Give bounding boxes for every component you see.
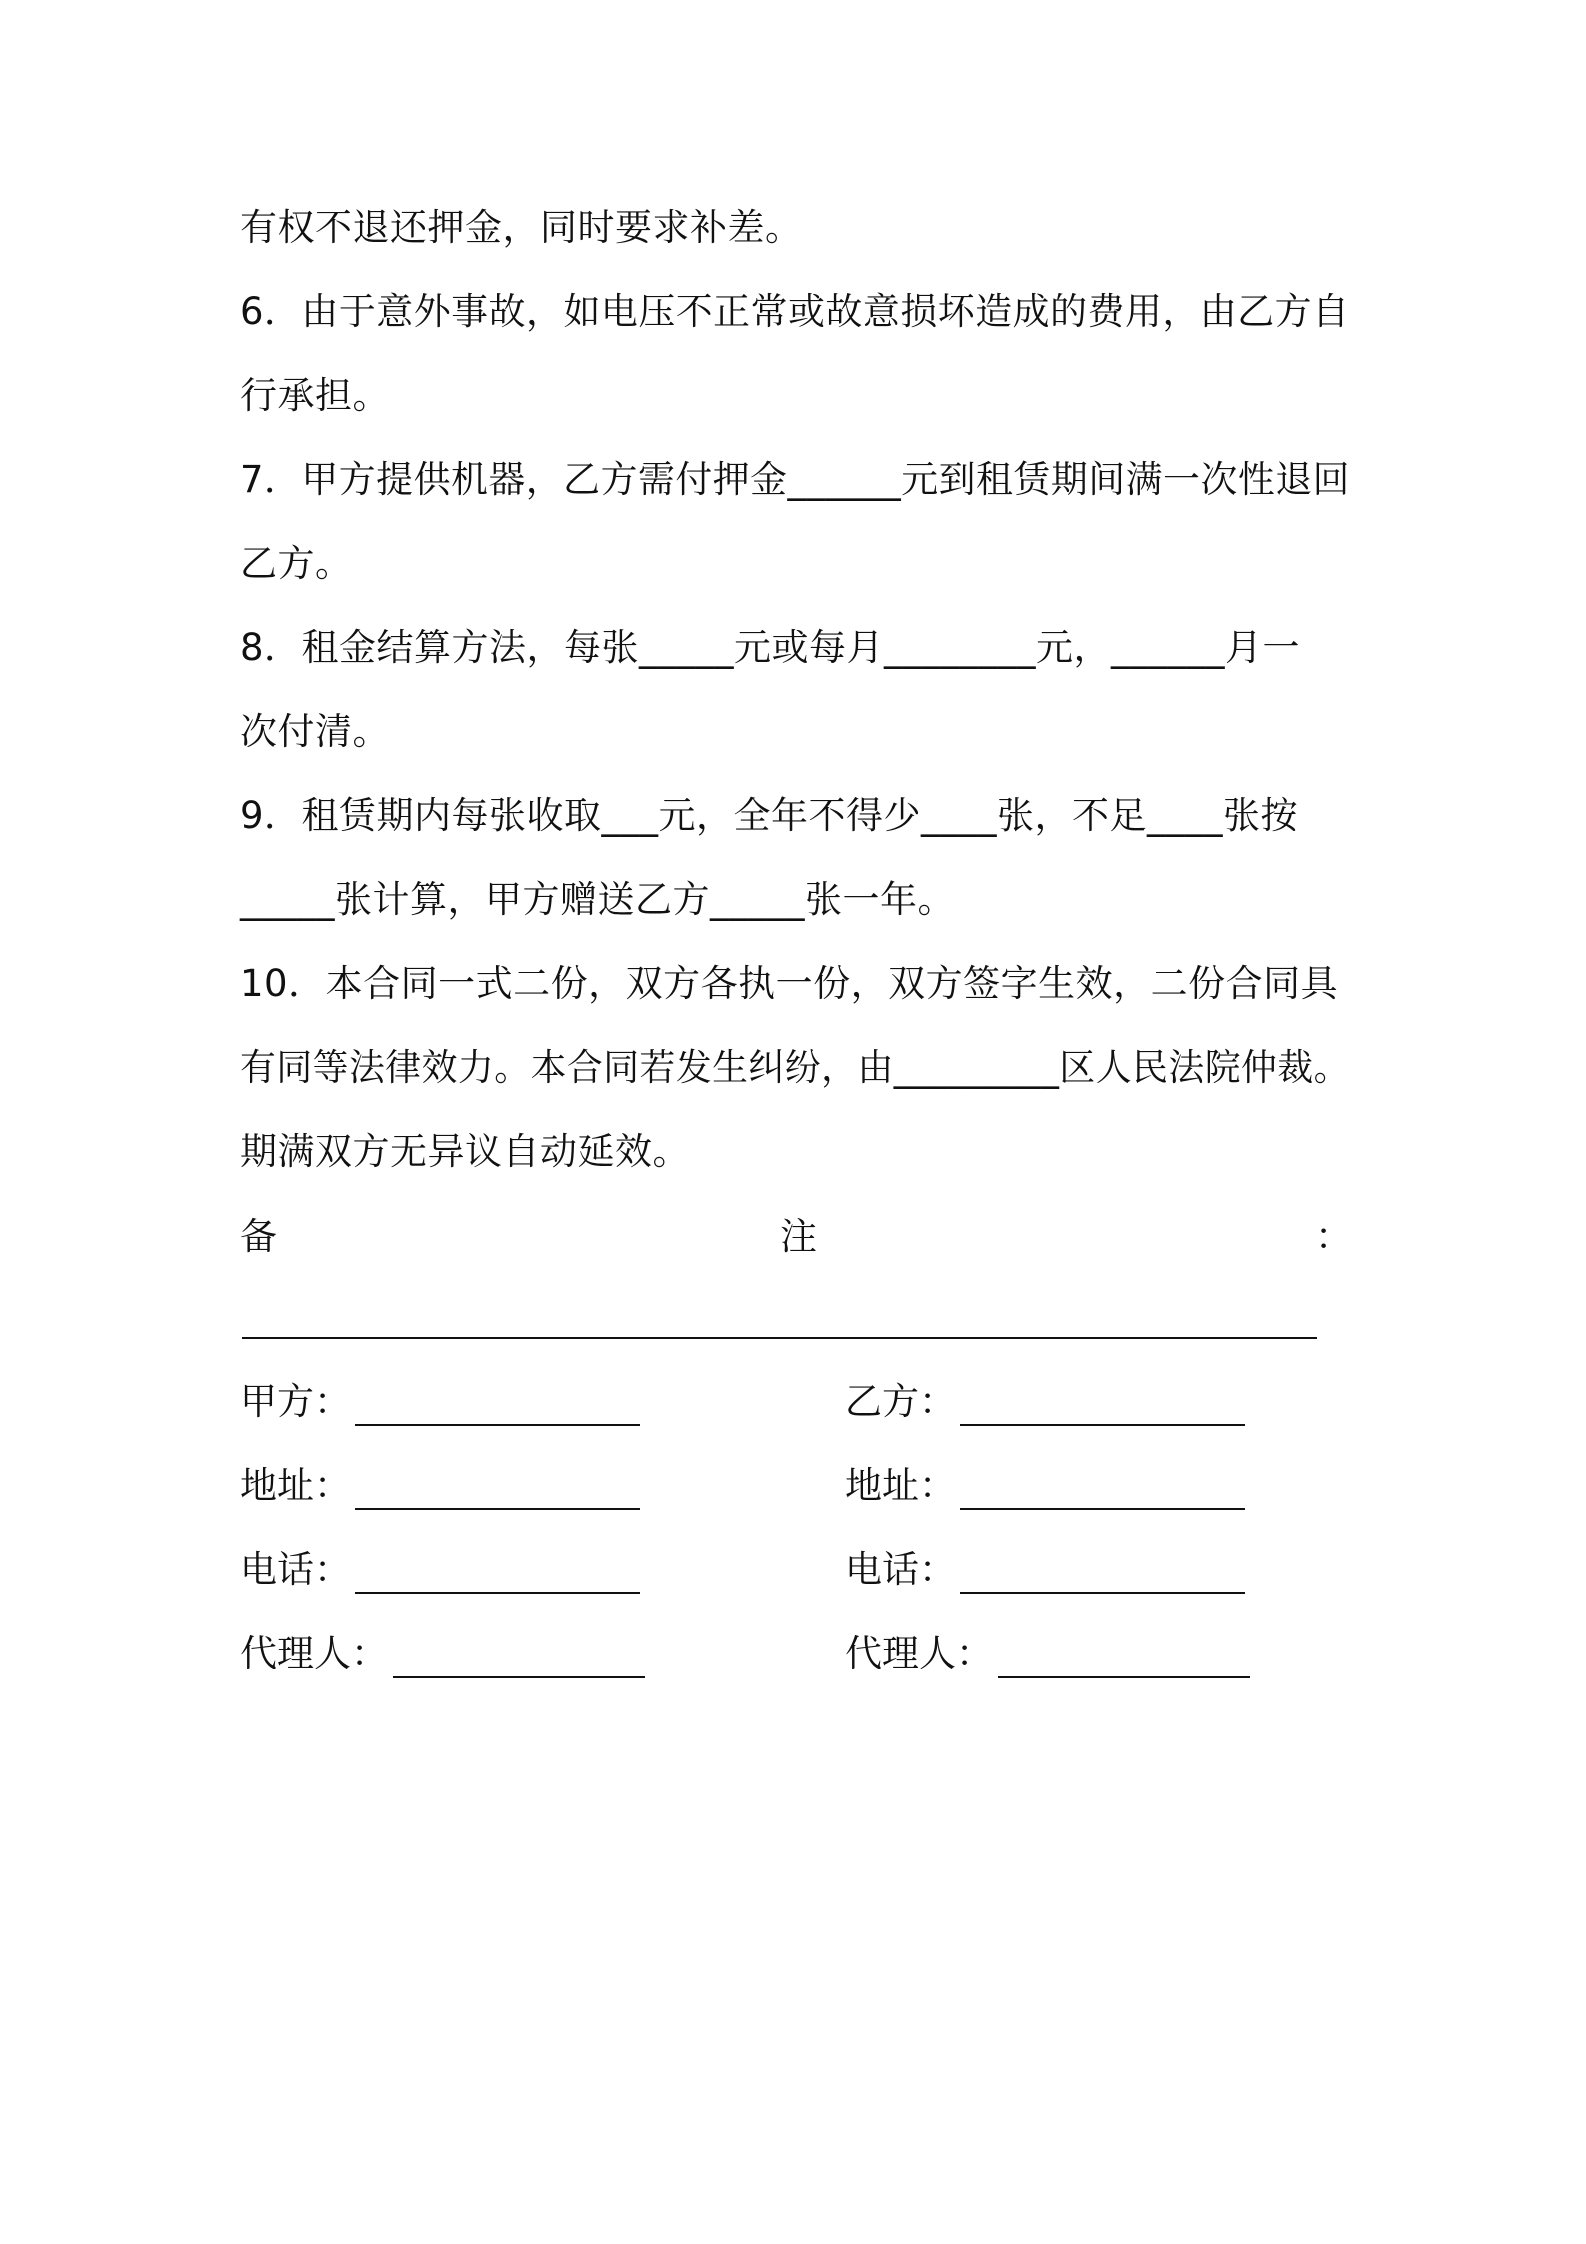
party-a-phone-blank[interactable] [355, 1592, 640, 1594]
party-b-name-row [845, 1380, 1245, 1430]
party-a-address-label: 地址： [240, 1464, 351, 1507]
clause-5-tail: 有权不退还押金，同时要求补差。 [240, 206, 803, 249]
party-a-address-row [240, 1464, 640, 1514]
remarks-char-2: 注 [780, 1215, 817, 1258]
party-b-address-label: 地址： [845, 1464, 956, 1507]
party-b-address-row [845, 1464, 1245, 1514]
clause-10-line-3: 期满双方无异议自动延效。 [240, 1130, 690, 1173]
party-b-phone-label: 电话： [845, 1548, 956, 1591]
party-b-agent-label: 代理人： [845, 1632, 993, 1675]
clause-9-line-1: 9．租赁期内每张收取___元，全年不得少____张，不足____张按 [240, 794, 1299, 837]
party-a-name-blank[interactable] [355, 1424, 640, 1426]
party-a-agent-label: 代理人： [240, 1632, 388, 1675]
party-b-phone-blank[interactable] [960, 1592, 1245, 1594]
clause-7-line-1: 7．甲方提供机器，乙方需付押金______元到租赁期间满一次性退回 [240, 458, 1351, 501]
party-b-name-blank[interactable] [960, 1424, 1245, 1426]
clause-10-line-2: 有同等法律效力。本合同若发生纠纷，由_________区人民法院仲裁。 [240, 1046, 1350, 1089]
party-a-phone-label: 电话： [240, 1548, 351, 1591]
clause-6-line-2: 行承担。 [240, 374, 390, 417]
party-b-agent-row [845, 1632, 1250, 1682]
party-b-agent-blank[interactable] [998, 1676, 1250, 1678]
party-a-phone-row [240, 1548, 640, 1598]
remarks-colon: ： [1315, 1215, 1352, 1258]
party-a-agent-row [240, 1632, 645, 1682]
party-b-name-label: 乙方： [845, 1380, 956, 1423]
clause-8-line-1: 8．租金结算方法，每张_____元或每月________元，______月一 [240, 626, 1301, 669]
party-b-phone-row [845, 1548, 1245, 1598]
clause-8-line-2: 次付清。 [240, 710, 390, 753]
party-a-name-row [240, 1380, 640, 1430]
party-a-agent-blank[interactable] [393, 1676, 645, 1678]
remarks-blank-line[interactable] [242, 1337, 1317, 1339]
clause-7-line-2: 乙方。 [240, 542, 353, 585]
clause-6-line-1: 6．由于意外事故，如电压不正常或故意损坏造成的费用，由乙方自 [240, 290, 1350, 333]
party-a-name-label: 甲方： [240, 1380, 351, 1423]
party-b-address-blank[interactable] [960, 1508, 1245, 1510]
clause-9-line-2: _____张计算，甲方赠送乙方_____张一年。 [240, 878, 955, 921]
remarks-char-1: 备 [240, 1215, 277, 1258]
remarks-heading [240, 1206, 1352, 1258]
clause-10-line-1: 10．本合同一式二份，双方各执一份，双方签字生效，二份合同具 [240, 962, 1339, 1005]
party-a-address-blank[interactable] [355, 1508, 640, 1510]
